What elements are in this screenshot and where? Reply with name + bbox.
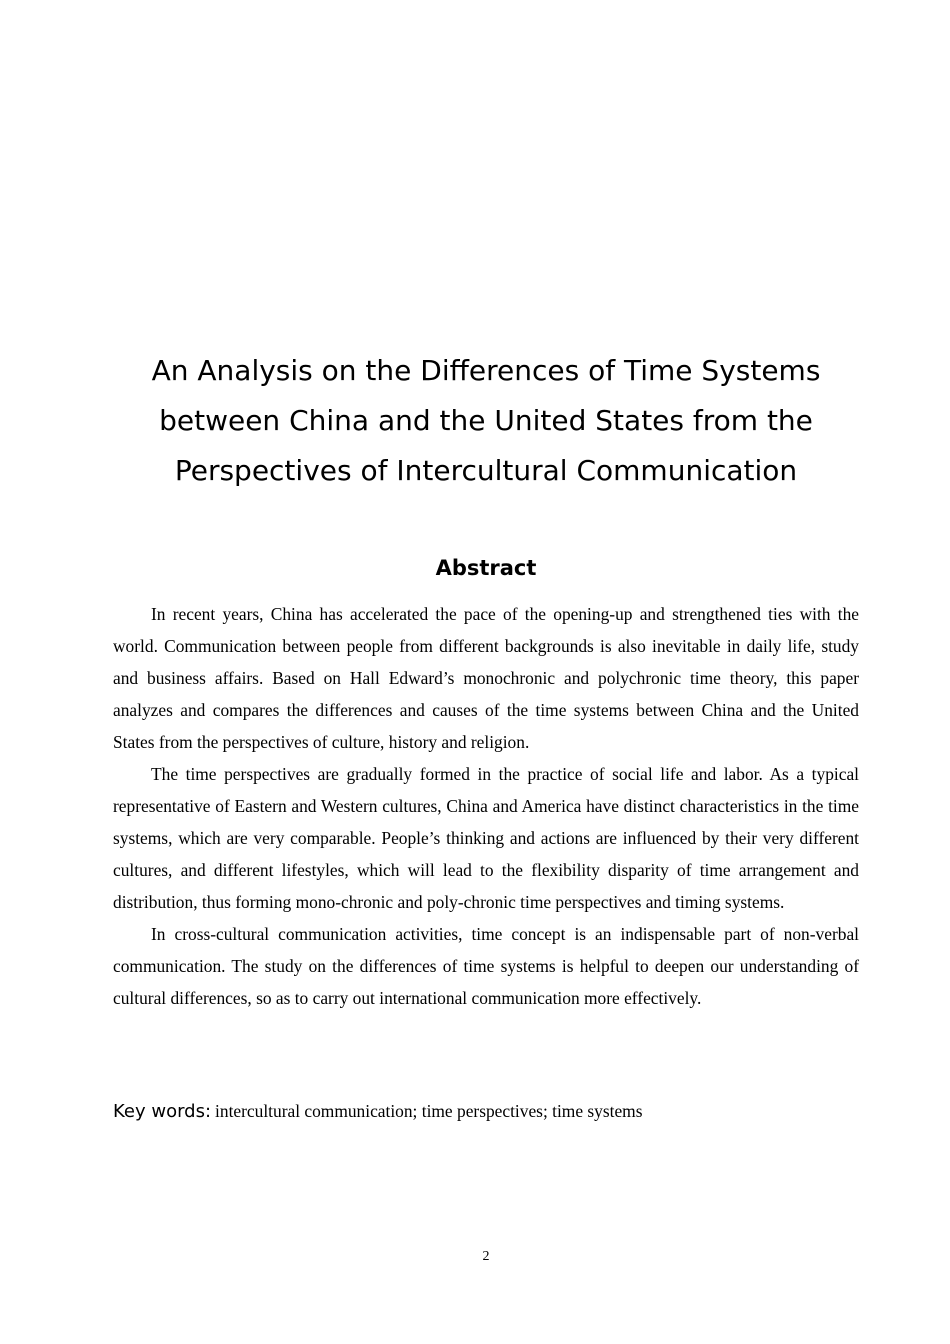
keywords-label: Key words:: [113, 1101, 212, 1122]
abstract-paragraph-1: In recent years, China has accelerated the pace of the opening-up and strengthened ties with the world. Communication between people from different backgrounds is also inevitable in daily life, study and business affairs. Based on Hall Edward’s monochronic and polychronic time theory, this paper analyzes and compares the differences and causes of the time systems between China and the United States from the perspectives of culture, history and religion.: [113, 604, 859, 752]
page-number: 2: [482, 1249, 490, 1264]
title-line-2: between China and the United States from the: [159, 404, 813, 437]
title-line-1: An Analysis on the Differences of Time Systems: [151, 354, 821, 387]
abstract-body: [113, 598, 859, 1014]
abstract-heading: Abstract: [435, 556, 537, 580]
abstract-paragraph-2: The time perspectives are gradually formed in the practice of social life and labor. As a typical representative of Eastern and Western cultures, China and America have distinct characteristics in the time systems, which are very comparable. People’s thinking and actions are influenced by their very different cultures, and different lifestyles, which will lead to the flexibility disparity of time arrangement and distribution, thus forming mono-chronic and poly-chronic time perspectives and timing systems.: [113, 764, 859, 912]
title-line-3: Perspectives of Intercultural Communication: [174, 454, 798, 487]
document-title: [100, 346, 872, 496]
keywords-text: intercultural communication; time perspectives; time systems: [215, 1101, 643, 1121]
keywords-line: [113, 1095, 859, 1129]
abstract-paragraph-3: In cross-cultural communication activities, time concept is an indispensable part of non-verbal communication. The study on the differences of time systems is helpful to deepen our understanding of cultural differences, so as to carry out international communication more effectively.: [113, 924, 859, 1008]
